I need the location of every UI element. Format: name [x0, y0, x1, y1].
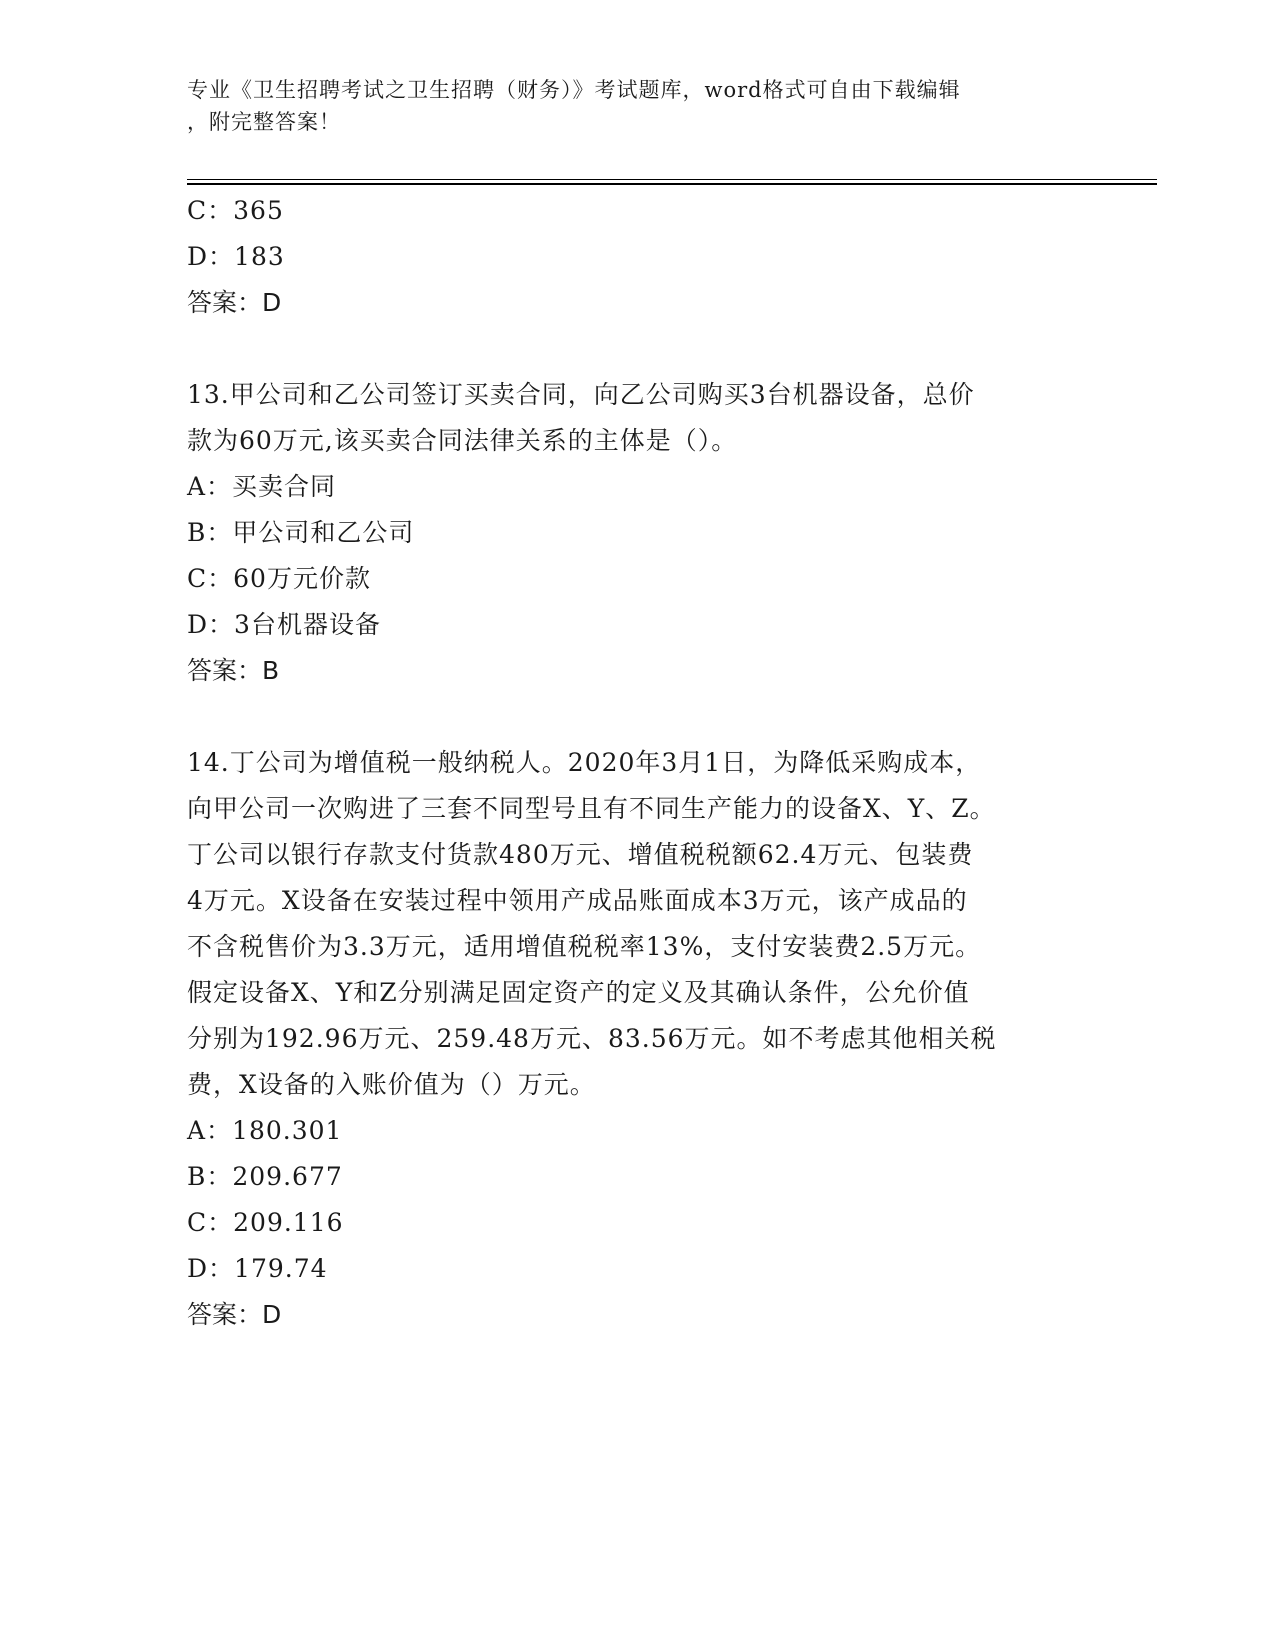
question-stem	[187, 372, 1087, 464]
question-stem-line: 丁公司以银行存款支付货款480万元、增值税税额62.4万元、包装费	[187, 840, 974, 869]
option-a: A：买卖合同	[187, 472, 337, 501]
question-12-tail	[187, 188, 1087, 326]
option-c: C：60万元价款	[187, 564, 371, 593]
question-stem-line: 假定设备X、Y和Z分别满足固定资产的定义及其确认条件，公允价值	[187, 978, 970, 1007]
question-stem-line: 13.甲公司和乙公司签订买卖合同，向乙公司购买3台机器设备，总价	[187, 380, 975, 409]
option-d: D：3台机器设备	[187, 610, 381, 639]
question-gap	[187, 694, 1087, 740]
header-divider-thin	[187, 179, 1157, 180]
answer-line: 答案：D	[187, 288, 282, 317]
page-header	[187, 74, 1067, 138]
question-14	[187, 740, 1087, 1338]
header-divider-thick	[187, 183, 1157, 185]
question-stem-line: 不含税售价为3.3万元，适用增值税税率13%，支付安装费2.5万元。	[187, 932, 982, 961]
option-b: B：209.677	[187, 1162, 343, 1191]
option-a: A：180.301	[187, 1116, 343, 1145]
option-d: D：183	[187, 242, 285, 271]
option-d: D：179.74	[187, 1254, 328, 1283]
answer-line: 答案：B	[187, 656, 280, 685]
question-stem-line: 费，X设备的入账价值为（）万元。	[187, 1070, 596, 1099]
question-13	[187, 372, 1087, 694]
question-list	[187, 188, 1087, 1338]
question-stem-line: 分别为192.96万元、259.48万元、83.56万元。如不考虑其他相关税	[187, 1024, 997, 1053]
question-stem-line: 款为60万元,该买卖合同法律关系的主体是（）。	[187, 426, 738, 455]
header-line-2: ，附完整答案！	[187, 110, 341, 134]
option-b: B：甲公司和乙公司	[187, 518, 415, 547]
option-c: C：209.116	[187, 1208, 344, 1237]
question-stem-line: 向甲公司一次购进了三套不同型号且有不同生产能力的设备X、Y、Z。	[187, 794, 996, 823]
header-line-1: 专业《卫生招聘考试之卫生招聘（财务）》考试题库，word格式可自由下载编辑	[187, 78, 961, 102]
question-stem	[187, 740, 1087, 1108]
answer-line: 答案：D	[187, 1300, 282, 1329]
question-stem-line: 4万元。X设备在安装过程中领用产成品账面成本3万元，该产成品的	[187, 886, 968, 915]
option-c: C：365	[187, 196, 284, 225]
question-gap	[187, 326, 1087, 372]
question-stem-line: 14.丁公司为增值税一般纳税人。2020年3月1日，为降低采购成本，	[187, 748, 982, 777]
